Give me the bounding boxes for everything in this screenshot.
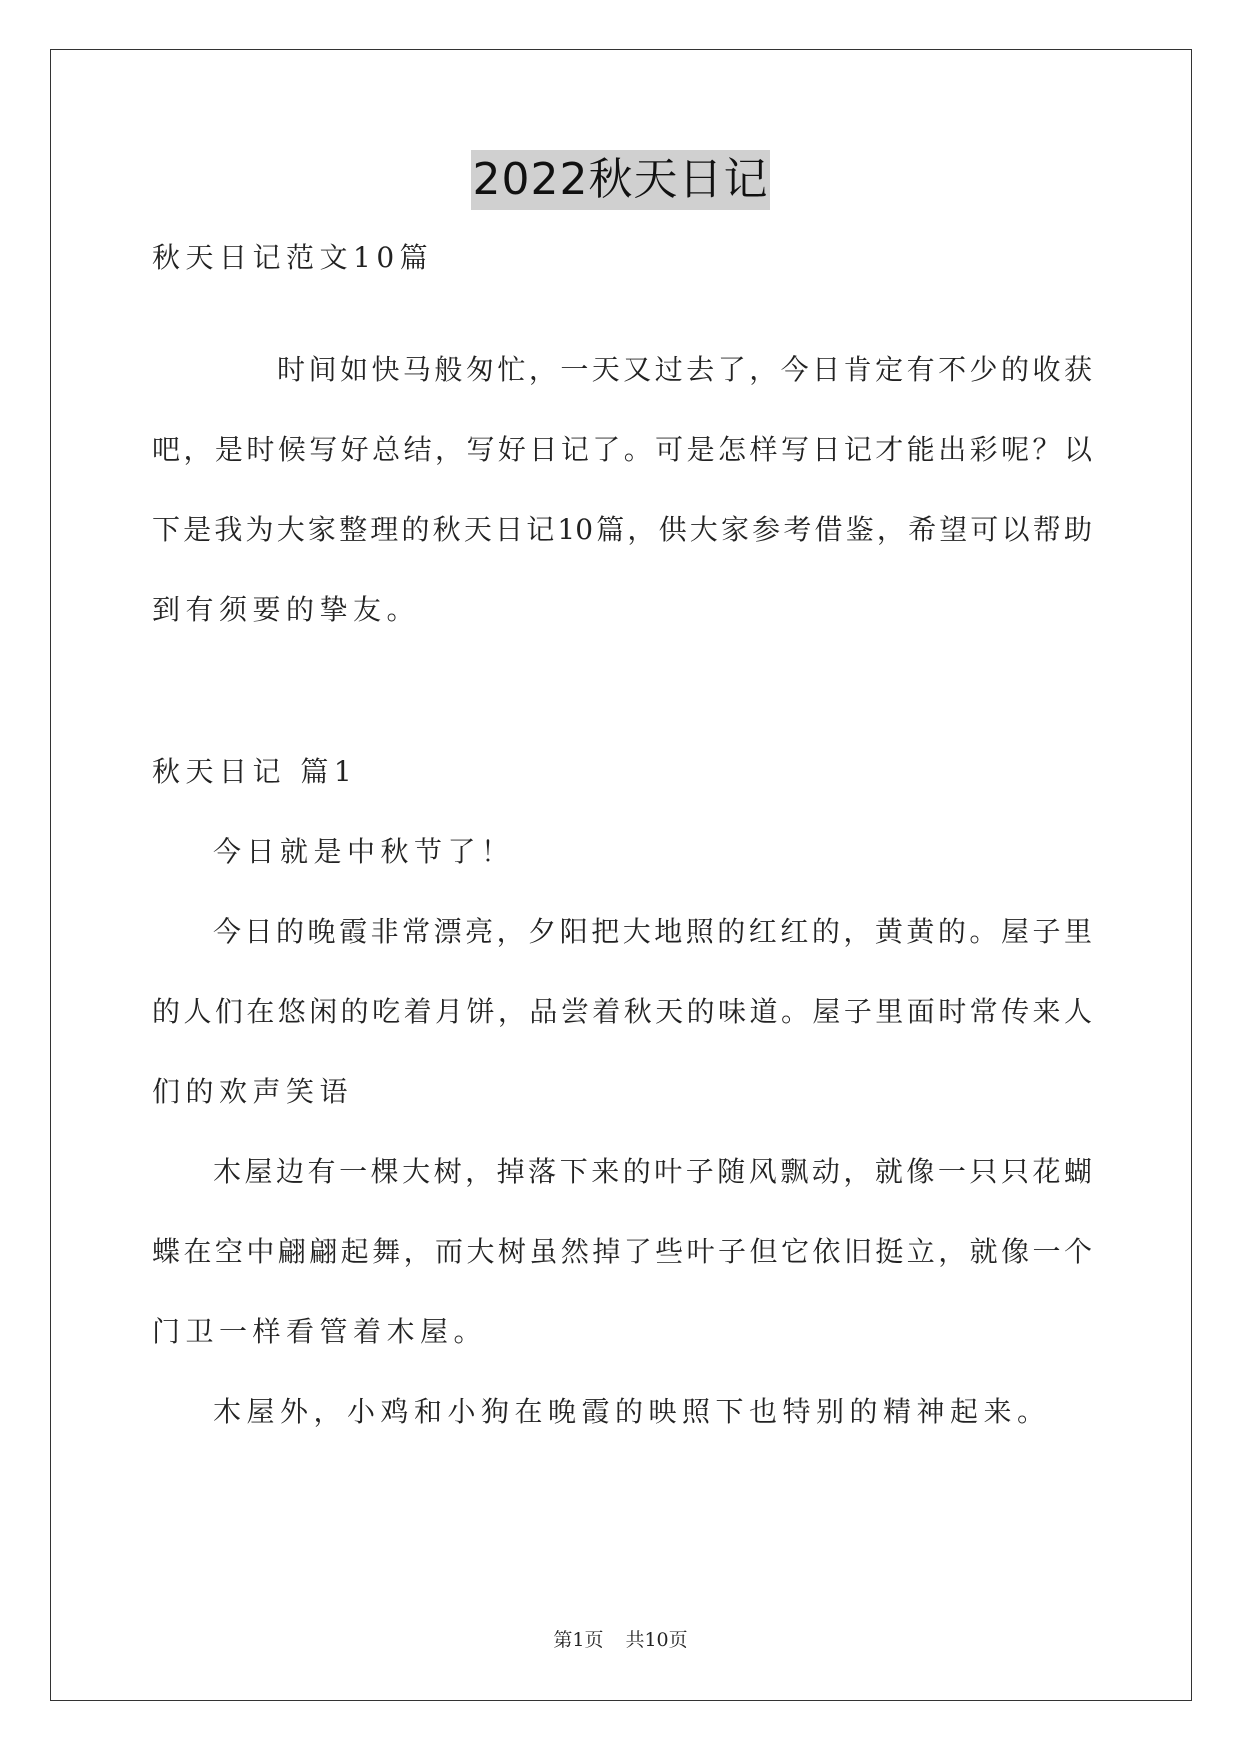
paragraph-4: 木屋外，小鸡和小狗在晚霞的映照下也特别的精神起来。 (213, 1395, 1051, 1428)
page-total: 共10页 (625, 1629, 688, 1651)
intro-line-4: 到有须要的挚友。 (152, 593, 421, 626)
paragraph-3-line-3: 门卫一样看管着木屋。 (152, 1315, 488, 1348)
page-footer (0, 1628, 1241, 1652)
intro-line-1: 时间如快马般匆忙，一天又过去了，今日肯定有不少的收获 (277, 353, 1092, 386)
page-border (50, 49, 1192, 1701)
paragraph-1: 今日就是中秋节了！ (213, 835, 515, 868)
document-title: 2022秋天日记 (471, 150, 771, 210)
paragraph-3-line-1: 木屋边有一棵大树，掉落下来的叶子随风飘动，就像一只只花蝴 (213, 1155, 1092, 1188)
intro-line-3: 下是我为大家整理的秋天日记10篇，供大家参考借鉴，希望可以帮助 (152, 513, 1092, 546)
title-container (0, 150, 1241, 210)
paragraph-2-line-2: 的人们在悠闲的吃着月饼，品尝着秋天的味道。屋子里面时常传来人 (152, 995, 1092, 1028)
paragraph-2-line-3: 们的欢声笑语 (152, 1075, 354, 1108)
intro-line-2: 吧，是时候写好总结，写好日记了。可是怎样写日记才能出彩呢？以 (152, 433, 1092, 466)
subtitle: 秋天日记范文10篇 (152, 241, 434, 274)
section-heading: 秋天日记 篇1 (152, 755, 358, 788)
paragraph-3-line-2: 蝶在空中翩翩起舞，而大树虽然掉了些叶子但它依旧挺立，就像一个 (152, 1235, 1092, 1268)
paragraph-2-line-1: 今日的晚霞非常漂亮，夕阳把大地照的红红的，黄黄的。屋子里 (213, 915, 1092, 948)
page-number: 第1页 (553, 1629, 604, 1651)
